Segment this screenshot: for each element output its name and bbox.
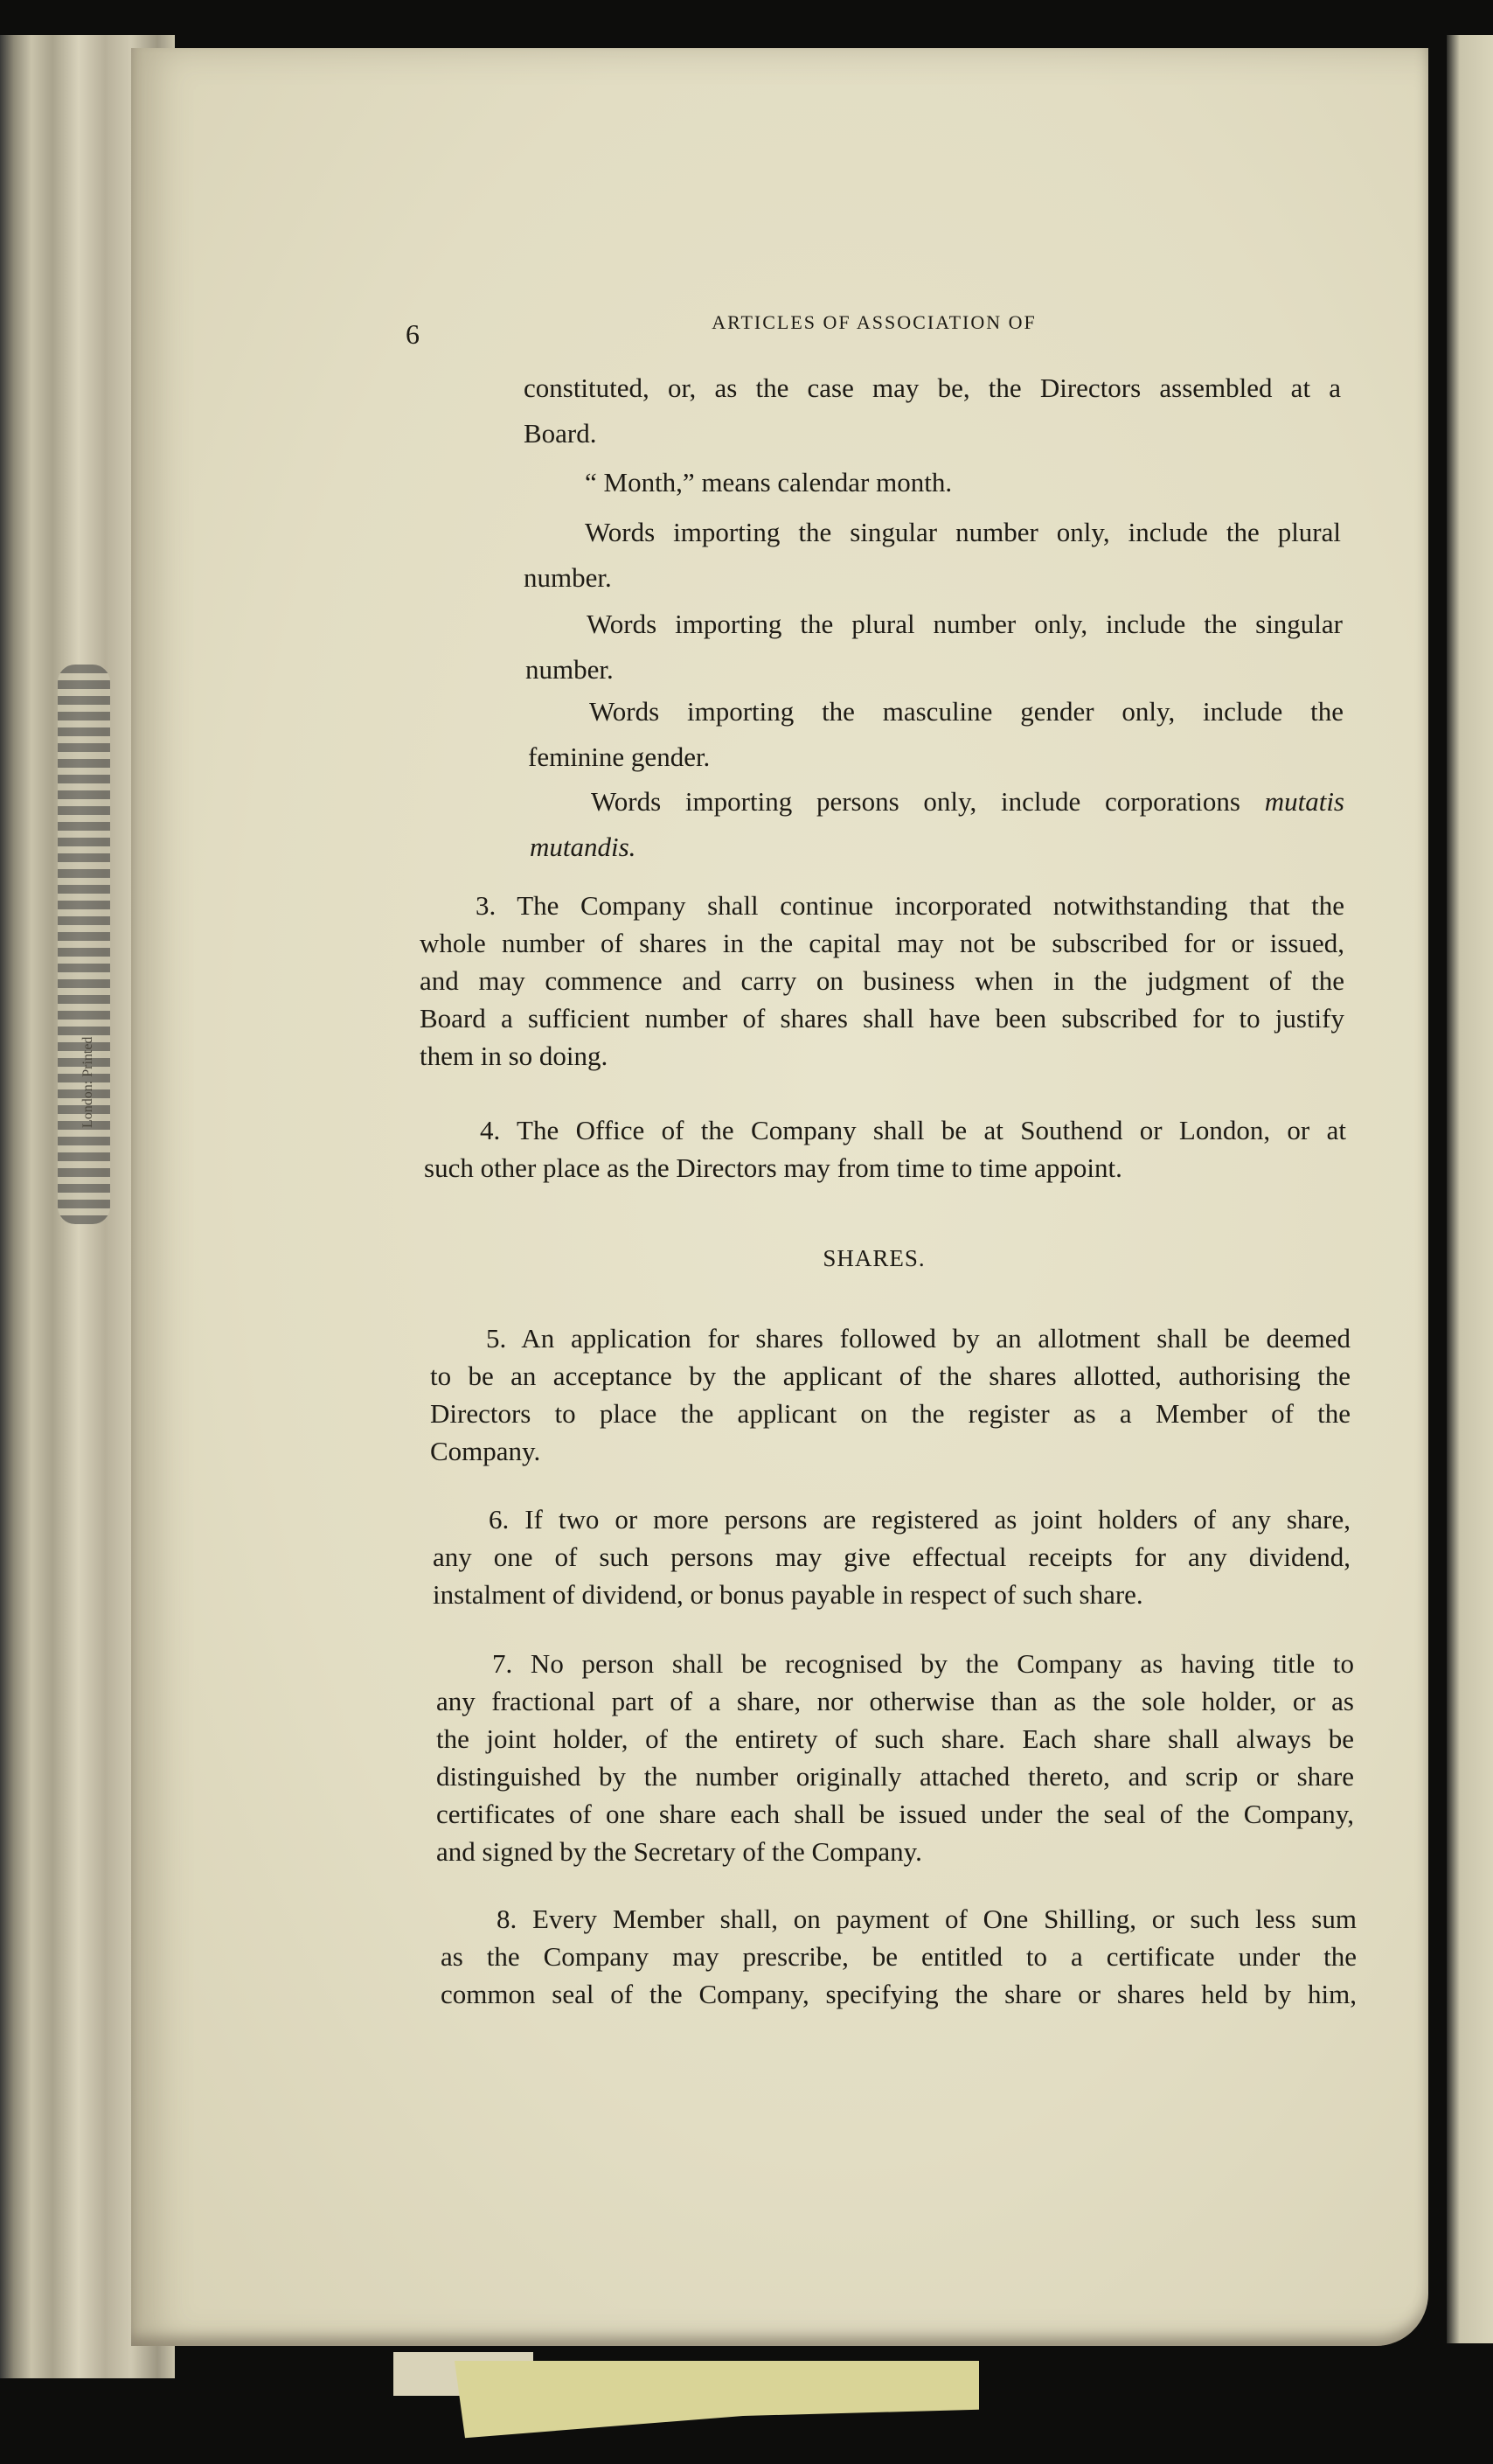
printer-imprint: London: Printed — [80, 1036, 95, 1128]
text-line: Words importing the masculine gender only, include the — [589, 696, 1344, 727]
definition-paragraph — [524, 365, 1341, 456]
text-line: and signed by the Secretary of the Company. — [436, 1836, 922, 1867]
text-line: such other place as the Directors may from time to time appoint. — [424, 1152, 1122, 1183]
definition-paragraph — [528, 689, 1344, 780]
text-line: as the Company may prescribe, be entitled to a certificate under the — [441, 1941, 1357, 1972]
text-line: Company. — [430, 1436, 541, 1466]
text-line: 8. Every Member shall, on payment of One Shilling, or such less sum — [497, 1904, 1357, 1934]
text-line: the joint holder, of the entirety of such share. Each share shall always be — [436, 1723, 1354, 1754]
text-line: whole number of shares in the capital may not be subscribed for or issued, — [420, 928, 1344, 958]
yellow-bookmark-tab — [455, 2361, 979, 2440]
text-line: Words importing the plural number only, include the singular — [587, 609, 1343, 639]
text-line: feminine gender. — [528, 741, 711, 772]
facing-page-edge — [1447, 35, 1493, 2343]
text-line: 4. The Office of the Company shall be at Southend or London, or at — [480, 1115, 1346, 1145]
page-number: 6 — [406, 318, 420, 350]
text-line: distinguished by the number originally attached thereto, and scrip or share — [436, 1761, 1354, 1792]
decorative-endpaper — [58, 665, 110, 1224]
text-line: 7. No person shall be recognised by the Company as having title to — [492, 1648, 1354, 1679]
text-line: 3. The Company shall continue incorporated notwithstanding that the — [476, 890, 1344, 921]
text-line: Board. — [524, 418, 597, 449]
running-title: ARTICLES OF ASSOCIATION OF — [712, 311, 1037, 333]
text-line: certificates of one share each shall be issued under the seal of the Company, — [436, 1799, 1354, 1829]
text-line: and may commence and carry on business when in the judgment of the — [420, 965, 1344, 996]
text-line: any one of such persons may give effectual receipts for any dividend, — [433, 1542, 1351, 1572]
article-7 — [436, 1645, 1354, 1870]
text-line: Board a sufficient number of shares shall have been subscribed for to justify — [420, 1003, 1344, 1034]
text-span: Words importing persons only, include corporations — [591, 786, 1240, 817]
text-line: number. — [525, 654, 614, 685]
article-3 — [420, 887, 1344, 1075]
article-8 — [441, 1900, 1357, 2013]
italic-term: mutatis — [1264, 786, 1344, 817]
text-line: constituted, or, as the case may be, the Directors assembled at a — [524, 372, 1341, 403]
text-line: instalment of dividend, or bonus payable in respect of such share. — [433, 1579, 1143, 1610]
text-line — [530, 825, 1344, 870]
text-line: “ Month,” means calendar month. — [585, 467, 953, 498]
text-line: 6. If two or more persons are registered as joint holders of any share, — [489, 1504, 1351, 1535]
article-6 — [433, 1500, 1351, 1613]
section-heading-shares: SHARES. — [823, 1245, 926, 1271]
article-5 — [430, 1319, 1351, 1470]
definition-paragraph — [524, 460, 1341, 505]
text-line — [530, 779, 1344, 825]
text-line: common seal of the Company, specifying the share or shares held by him, — [441, 1979, 1357, 2009]
text-line: them in so doing. — [420, 1041, 608, 1071]
italic-term: mutandis. — [530, 832, 636, 862]
text-line: any fractional part of a share, nor otherwise than as the sole holder, or as — [436, 1686, 1354, 1716]
article-4 — [424, 1111, 1346, 1187]
text-line: to be an acceptance by the applicant of the shares allotted, authorising the — [430, 1361, 1351, 1391]
text-line: Directors to place the applicant on the register as a Member of the — [430, 1398, 1351, 1429]
definition-paragraph — [524, 510, 1341, 601]
definition-paragraph — [530, 779, 1344, 870]
text-line: Words importing the singular number only, include the plural — [585, 517, 1341, 547]
text-line: 5. An application for shares followed by an allotment shall be deemed — [486, 1323, 1351, 1354]
definition-paragraph — [525, 602, 1343, 693]
text-line: number. — [524, 562, 612, 593]
